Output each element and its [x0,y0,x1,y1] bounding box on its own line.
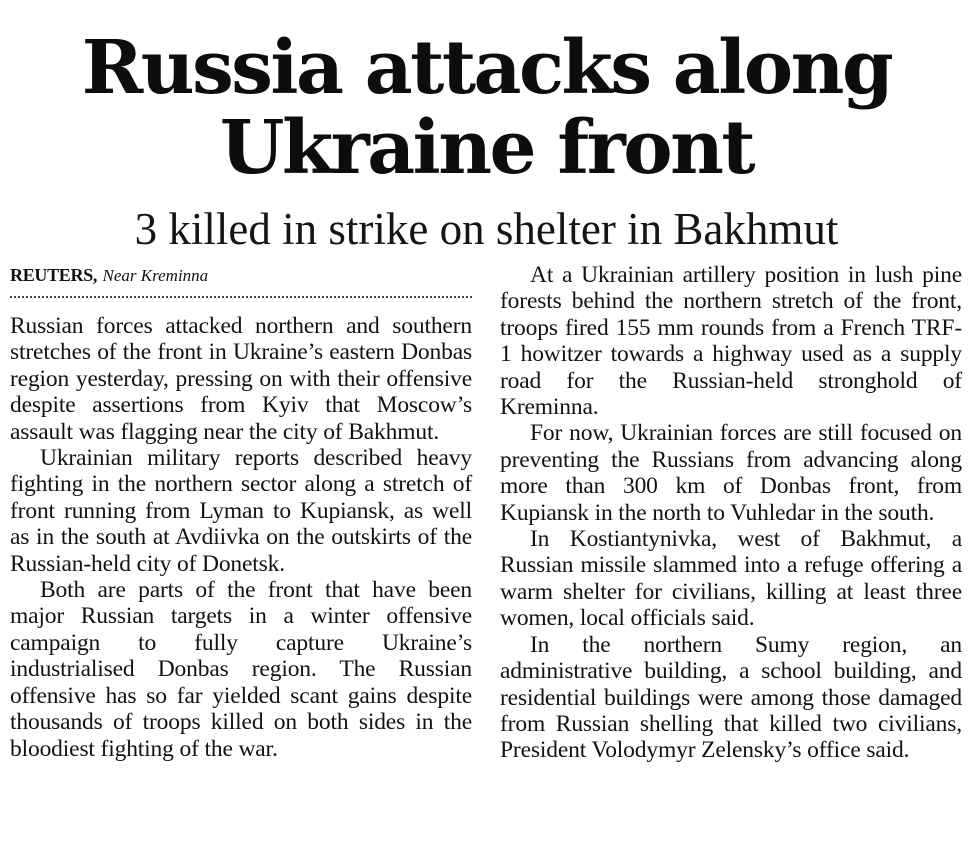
right-column [500,262,962,764]
paragraph: In Kostiantynivka, west of Bakhmut, a Russian missile slammed into a refuge offering a warm shelter for civilians, killing at least three women, local officials said. [500,526,962,632]
headline-line-2: Ukraine front [219,105,754,191]
subheadline: 3 killed in strike on shelter in Bakhmut [134,204,839,254]
paragraph: Both are parts of the front that have been major Russian targets in a winter offensive campaign to fully capture Ukraine’s industrialised Donbas region. The Russian offensive has so far yielded scant gains despite thousands of troops killed on both sides in the bloodiest fighting of the war. [10,577,472,762]
paragraph: Ukrainian military reports described heavy fighting in the northern sector along a stretch of front running from Lyman to Kupiansk, as well as in the south at Avdiivka on the outskirts of the Russian-held city of Donetsk. [10,445,472,577]
left-column [10,313,472,762]
byline [10,262,472,288]
paragraph: In the northern Sumy region, an administrative building, a school building, and residential buildings were among those damaged from Russian shelling that killed two civilians, President Volodymyr Zelensky’s office said. [500,631,962,764]
headline-line-1: Russia attacks along [81,25,892,111]
headline [0,25,973,191]
paragraph: For now, Ukrainian forces are still focused on preventing the Russians from advancing along more than 300 km of Donbas front, from Kupiansk in the north to Vuhledar in the south. [500,420,962,526]
byline-agency: REUTERS, [10,265,98,285]
paragraph: Russian forces attacked northern and southern stretches of the front in Ukraine’s eastern Donbas region yesterday, pressing on with their offensive despite assertions from Kyiv that Moscow’s assault was flagging near the city of Bakhmut. [10,313,472,445]
paragraph: At a Ukrainian artillery position in lush pine forests behind the northern stretch of the front, troops fired 155 mm rounds from a French TRF-1 howitzer towards a highway used as a supply road for the Russian-held stronghold of Kreminna. [500,262,962,421]
byline-divider [10,296,472,298]
byline-location: Near Kreminna [102,266,209,285]
